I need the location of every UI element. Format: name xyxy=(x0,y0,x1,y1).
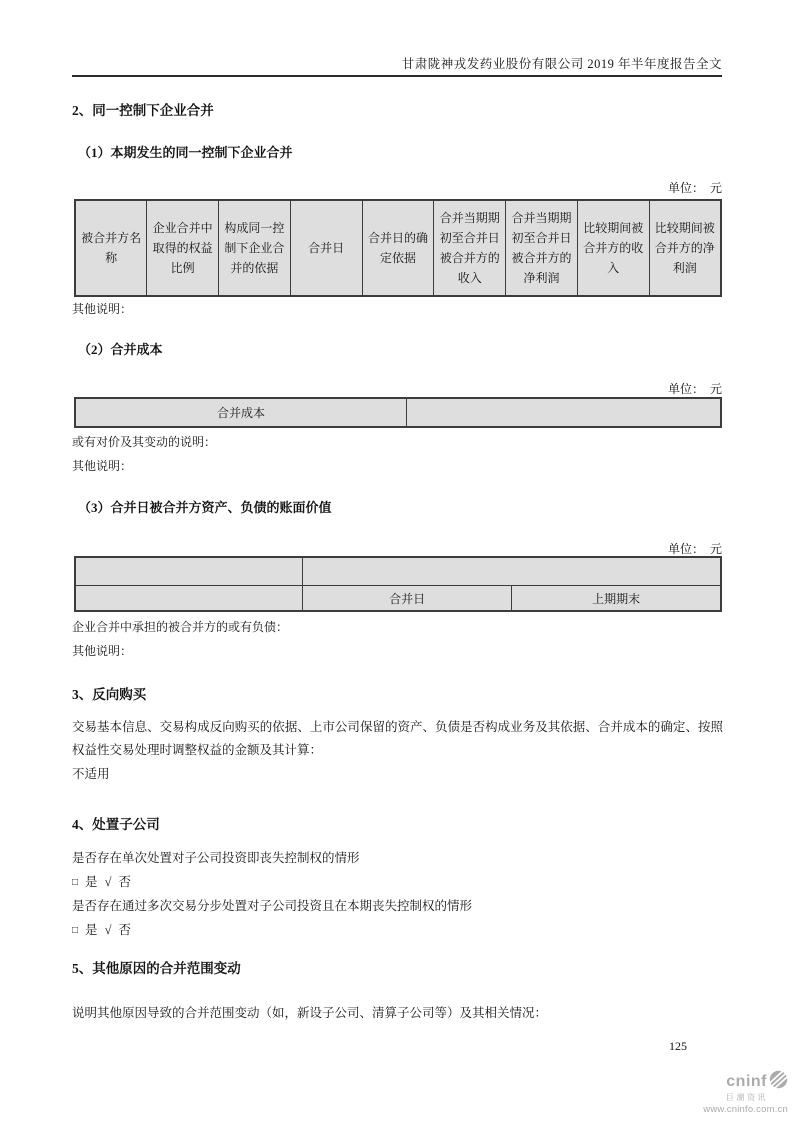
cninfo-swirl-icon xyxy=(769,1070,788,1093)
unit-label: 单位： 元 xyxy=(667,382,722,396)
checkbox-unchecked-icon: □ xyxy=(72,925,79,936)
col-compare-period-income: 比较期间被合并方的收入 xyxy=(577,200,649,296)
row-label-cell xyxy=(75,586,303,612)
merged-top-cell xyxy=(303,557,722,586)
col-merge-date-header: 合并日 xyxy=(303,586,512,612)
page-header-title: 甘肃陇神戎发药业股份有限公司 2019 年半年度报告全文 xyxy=(401,57,722,71)
stepwise-disposal-question: 是否存在通过多次交易分步处置对子公司投资且在本期丧失控制权的情形 xyxy=(72,899,473,913)
section-2-1-heading: （1）本期发生的同一控制下企业合并 xyxy=(78,145,293,160)
col-net-profit-to-merge-date: 合并当期期初至合并日被合并方的净利润 xyxy=(506,200,578,296)
section-2-2-heading: （2）合并成本 xyxy=(78,342,163,357)
col-equity-ratio: 企业合并中取得的权益比例 xyxy=(147,200,219,296)
section-3-heading: 3、反向购买 xyxy=(72,687,147,702)
col-prior-period-end-header: 上期期末 xyxy=(512,586,721,612)
scope-change-description: 说明其他原因导致的合并范围变动（如，新设子公司、清算子公司等）及其相关情况： xyxy=(72,1006,548,1020)
single-disposal-question: 是否存在单次处置对子公司投资即丧失控制权的情形 xyxy=(72,851,360,865)
other-note-label: 其他说明： xyxy=(72,644,133,658)
col-basis-same-control: 构成同一控制下企业合并的依据 xyxy=(219,200,291,296)
merge-cost-value-cell xyxy=(407,398,722,427)
section-4-heading: 4、处置子公司 xyxy=(72,817,160,832)
yes-label: 是 xyxy=(85,923,98,937)
col-merged-party-name: 被合并方名称 xyxy=(75,200,147,296)
book-value-table xyxy=(74,556,722,612)
check-mark-icon: √ xyxy=(104,923,112,937)
other-note-label: 其他说明： xyxy=(72,459,133,473)
contingent-liability-label: 企业合并中承担的被合并方的或有负债： xyxy=(72,620,289,634)
contingent-consideration-label: 或有对价及其变动的说明： xyxy=(72,435,217,449)
page-number: 125 xyxy=(669,1039,687,1053)
unit-label: 单位： 元 xyxy=(667,181,722,195)
section-5-heading: 5、其他原因的合并范围变动 xyxy=(72,961,241,976)
col-compare-period-net-profit: 比较期间被合并方的净利润 xyxy=(649,200,721,296)
checkbox-unchecked-icon: □ xyxy=(72,877,79,888)
no-label: 否 xyxy=(118,875,131,889)
header-rule xyxy=(72,75,722,77)
other-note-label: 其他说明： xyxy=(72,302,133,316)
single-disposal-answer xyxy=(72,872,138,890)
table-row xyxy=(75,398,721,427)
cninfo-brand-text: cninf xyxy=(726,1072,767,1090)
yes-label: 是 xyxy=(85,875,98,889)
col-income-to-merge-date: 合并当期期初至合并日被合并方的收入 xyxy=(434,200,506,296)
no-label: 否 xyxy=(118,923,131,937)
section-2-3-heading: （3）合并日被合并方资产、负债的账面价值 xyxy=(78,500,332,515)
corner-cell xyxy=(75,557,303,586)
merge-cost-header-cell: 合并成本 xyxy=(75,398,407,427)
table-header-row xyxy=(75,586,721,612)
check-mark-icon: √ xyxy=(104,875,112,889)
section-2-heading: 2、同一控制下企业合并 xyxy=(72,103,214,118)
col-merge-date: 合并日 xyxy=(290,200,362,296)
table-row xyxy=(75,557,721,586)
cninfo-chinese-name: 巨潮资讯 xyxy=(726,1093,768,1102)
cninfo-logo xyxy=(703,1070,788,1115)
stepwise-disposal-answer xyxy=(72,920,138,938)
cninfo-url: www.cninfo.com.cn xyxy=(703,1104,788,1115)
not-applicable-text: 不适用 xyxy=(72,767,110,781)
reverse-purchase-description: 交易基本信息、交易构成反向购买的依据、上市公司保留的资产、负债是否构成业务及其依据、合并成本的确定、按照权益性交易处理时调整权益的金额及其计算： xyxy=(72,720,723,757)
same-control-combination-table xyxy=(74,199,722,297)
unit-label: 单位： 元 xyxy=(667,542,722,556)
table-header-row xyxy=(75,200,721,296)
col-merge-date-basis: 合并日的确定依据 xyxy=(362,200,434,296)
merge-cost-table xyxy=(74,397,722,428)
